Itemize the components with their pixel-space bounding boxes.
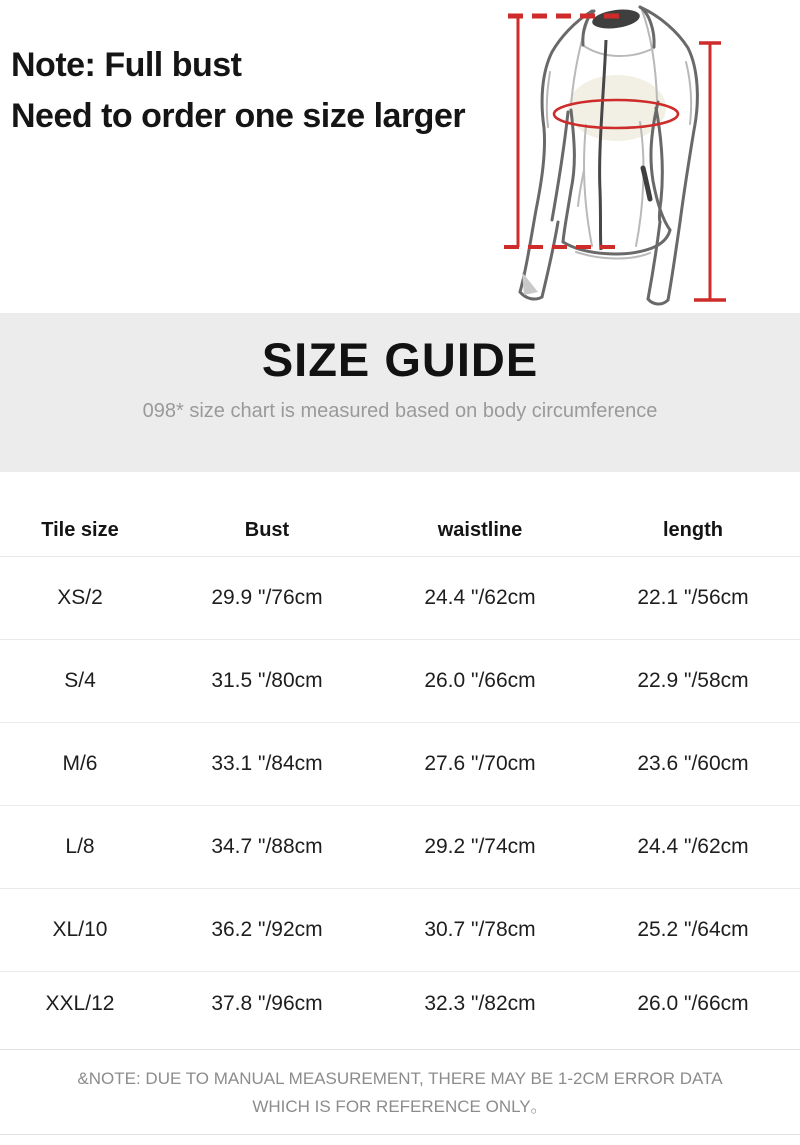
- bust-value: 37.8 "/96cm: [211, 992, 323, 1015]
- full-bust-note: [11, 40, 465, 142]
- size-label: L/8: [65, 835, 95, 858]
- bust-value: 34.7 "/88cm: [211, 835, 323, 858]
- header-cell-bust: Bust: [244, 519, 290, 541]
- header-cell-length: length: [663, 519, 723, 541]
- size-guide-subtitle: 098* size chart is measured based on body circumference: [142, 400, 658, 422]
- waistline-value: 26.0 "/66cm: [424, 669, 536, 692]
- waistline-value: 27.6 "/70cm: [424, 752, 536, 775]
- size-label: XS/2: [57, 586, 103, 609]
- jacket-measurement-illustration: [480, 0, 800, 313]
- length-value: 25.2 "/64cm: [637, 918, 749, 941]
- measurement-disclaimer: [0, 1049, 800, 1135]
- table-row: [0, 640, 800, 723]
- bust-value: 36.2 "/92cm: [211, 918, 323, 941]
- size-label: XXL/12: [45, 992, 115, 1015]
- bust-value: 33.1 "/84cm: [211, 752, 323, 775]
- table-row: [0, 889, 800, 972]
- size-guide-banner: [0, 313, 800, 472]
- size-label: M/6: [62, 752, 98, 775]
- size-label: S/4: [64, 669, 96, 692]
- table-row: [0, 806, 800, 889]
- disclaimer-line-1: &NOTE: DUE TO MANUAL MEASUREMENT, THERE MAY BE 1-2CM ERROR DATA: [77, 1069, 723, 1088]
- size-table: [0, 472, 800, 1036]
- length-value: 26.0 "/66cm: [637, 992, 749, 1015]
- header-cell-waistline: waistline: [437, 519, 523, 541]
- waistline-value: 32.3 "/82cm: [424, 992, 536, 1015]
- jacket-outline: [520, 7, 697, 304]
- size-guide-title: SIZE GUIDE: [261, 333, 539, 386]
- length-value: 23.6 "/60cm: [637, 752, 749, 775]
- table-row: [0, 723, 800, 806]
- disclaimer-line-2: WHICH IS FOR REFERENCE ONLY。: [252, 1097, 548, 1116]
- note-line-2: Need to order one size larger: [11, 97, 466, 135]
- length-value: 22.1 "/56cm: [637, 586, 749, 609]
- length-value: 24.4 "/62cm: [637, 835, 749, 858]
- top-section: [0, 0, 800, 313]
- size-label: XL/10: [52, 918, 108, 941]
- note-line-1: Note: Full bust: [11, 46, 242, 84]
- table-row: [0, 557, 800, 640]
- waistline-value: 24.4 "/62cm: [424, 586, 536, 609]
- length-value: 22.9 "/58cm: [637, 669, 749, 692]
- table-row: [0, 972, 800, 1036]
- waistline-value: 30.7 "/78cm: [424, 918, 536, 941]
- waistline-value: 29.2 "/74cm: [424, 835, 536, 858]
- jacket-sketch-svg: [480, 0, 800, 313]
- table-header-row: [0, 472, 800, 557]
- bust-value: 29.9 "/76cm: [211, 586, 323, 609]
- bust-value: 31.5 "/80cm: [211, 669, 323, 692]
- header-cell-tile-size: Tile size: [41, 519, 119, 541]
